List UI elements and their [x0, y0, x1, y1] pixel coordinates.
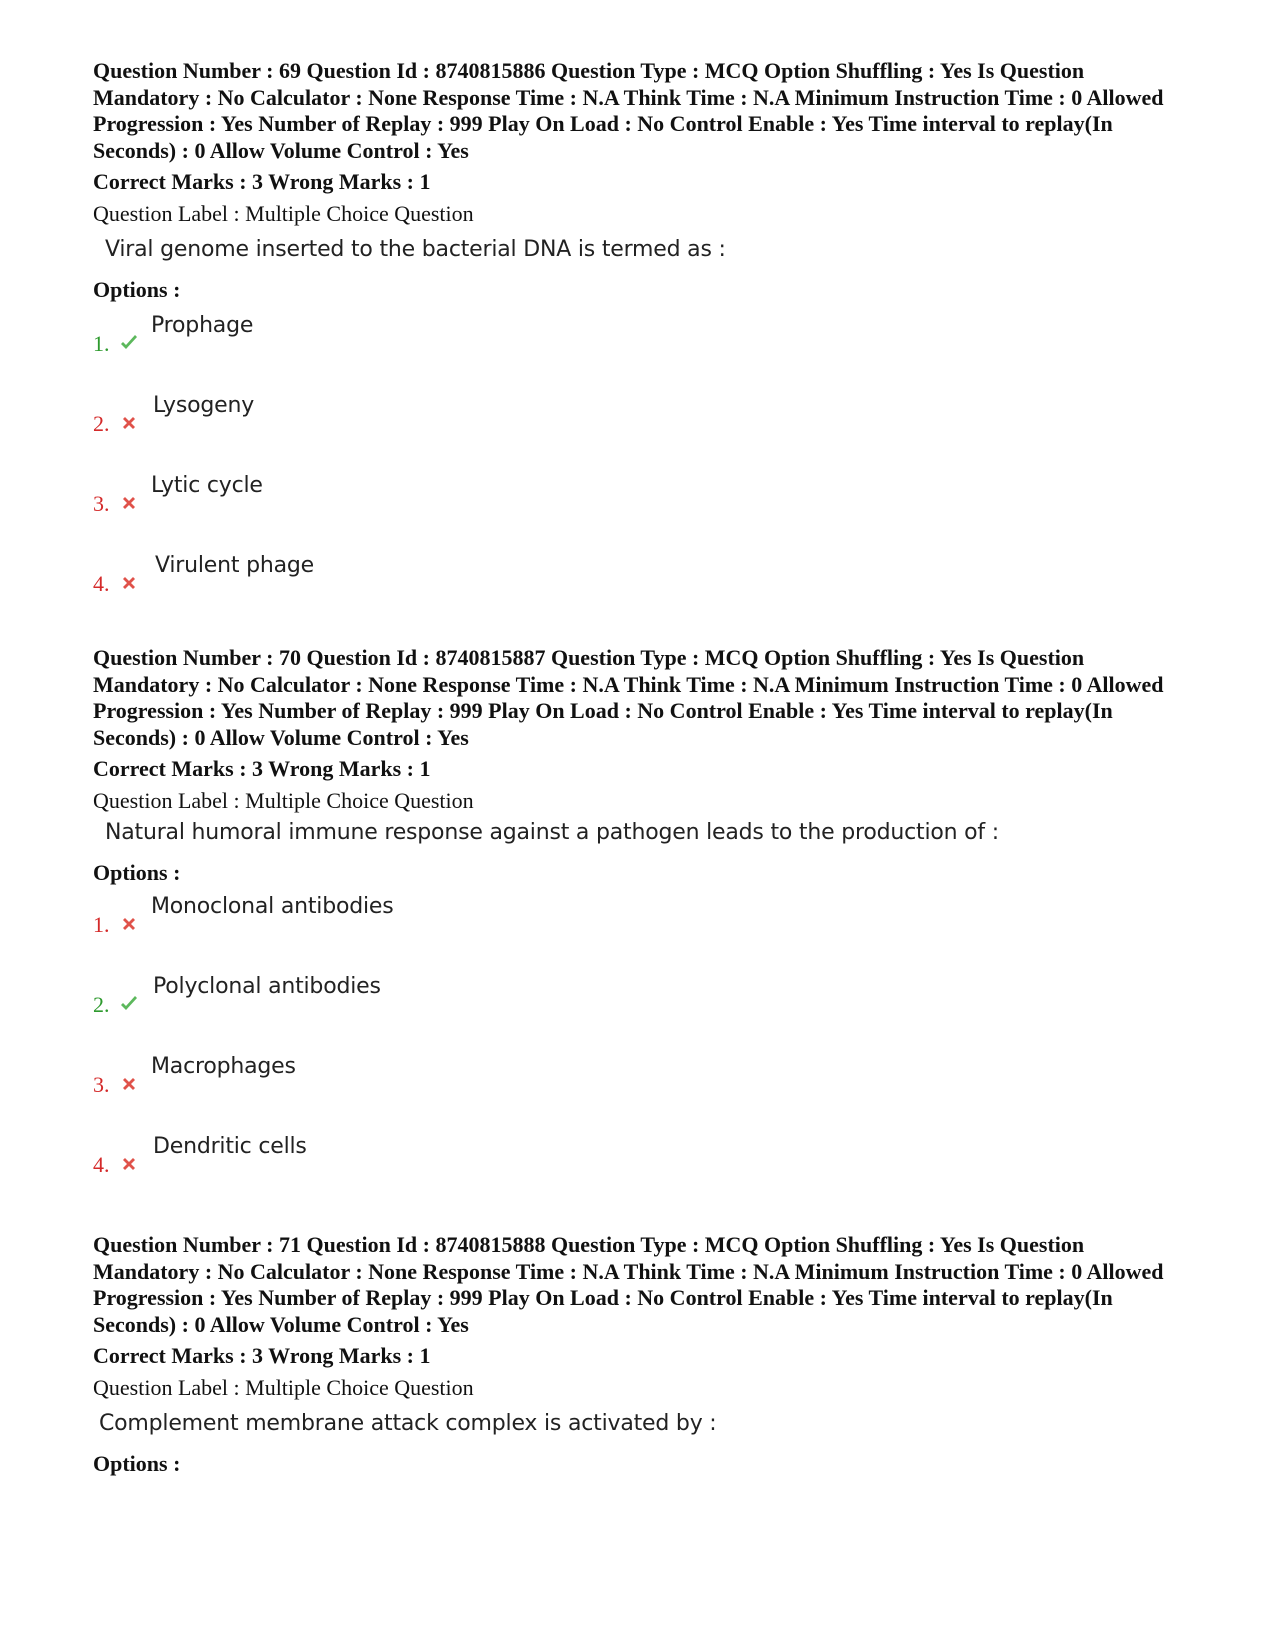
question-block-71 — [93, 1232, 1193, 1477]
question-label: Question Label : Multiple Choice Question — [93, 201, 474, 226]
cross-icon — [119, 1154, 139, 1174]
option-item — [93, 471, 1193, 551]
options-title: Options : — [93, 277, 181, 302]
option-text: Polyclonal antibodies — [153, 974, 381, 999]
check-icon — [119, 333, 139, 353]
option-item — [93, 1052, 1193, 1132]
question-meta: Question Number : 69 Question Id : 8740815886 Question Type : MCQ Option Shuffling : Yes Is Question Mandatory : No Calculator : None Response Time : N.A Think Time : N.A Minimum Instruction Time : 0 Allowed Progression : Yes Number of Replay : 999 Play On Load : No Control Enable : Yes Time interval to replay(In Seconds) : 0 Allow Volume Control : Yes — [93, 58, 1164, 163]
question-marks: Correct Marks : 3 Wrong Marks : 1 — [93, 1343, 431, 1368]
option-number: 1. — [93, 331, 110, 356]
option-item — [93, 311, 1193, 391]
option-item — [93, 972, 1193, 1052]
question-text: Viral genome inserted to the bacterial DNA is termed as : — [105, 237, 726, 262]
cross-icon — [119, 413, 139, 433]
cross-icon — [119, 493, 139, 513]
cross-icon — [119, 573, 139, 593]
option-text: Prophage — [151, 313, 254, 338]
question-label: Question Label : Multiple Choice Question — [93, 1375, 474, 1400]
option-item — [93, 892, 1193, 972]
question-label: Question Label : Multiple Choice Question — [93, 788, 474, 813]
question-block-69 — [93, 58, 1193, 631]
question-meta: Question Number : 70 Question Id : 8740815887 Question Type : MCQ Option Shuffling : Yes Is Question Mandatory : No Calculator : None Response Time : N.A Think Time : N.A Minimum Instruction Time : 0 Allowed Progression : Yes Number of Replay : 999 Play On Load : No Control Enable : Yes Time interval to replay(In Seconds) : 0 Allow Volume Control : Yes — [93, 645, 1164, 750]
question-marks: Correct Marks : 3 Wrong Marks : 1 — [93, 169, 431, 194]
option-item — [93, 391, 1193, 471]
option-number: 2. — [93, 992, 110, 1017]
option-number: 3. — [93, 491, 110, 516]
option-number: 3. — [93, 1072, 110, 1097]
question-block-70 — [93, 645, 1193, 1212]
option-text: Lytic cycle — [151, 473, 263, 498]
option-number: 4. — [93, 1152, 110, 1177]
question-marks: Correct Marks : 3 Wrong Marks : 1 — [93, 756, 431, 781]
option-text: Lysogeny — [153, 393, 255, 418]
check-icon — [119, 994, 139, 1014]
option-item — [93, 1132, 1193, 1212]
option-text: Macrophages — [151, 1054, 296, 1079]
option-text: Dendritic cells — [153, 1134, 307, 1159]
options-title: Options : — [93, 1451, 181, 1476]
question-meta: Question Number : 71 Question Id : 8740815888 Question Type : MCQ Option Shuffling : Yes Is Question Mandatory : No Calculator : None Response Time : N.A Think Time : N.A Minimum Instruction Time : 0 Allowed Progression : Yes Number of Replay : 999 Play On Load : No Control Enable : Yes Time interval to replay(In Seconds) : 0 Allow Volume Control : Yes — [93, 1232, 1164, 1337]
option-text: Monoclonal antibodies — [151, 894, 394, 919]
cross-icon — [119, 1074, 139, 1094]
option-item — [93, 551, 1193, 631]
question-text: Complement membrane attack complex is activated by : — [99, 1411, 717, 1436]
question-text: Natural humoral immune response against a pathogen leads to the production of : — [105, 820, 999, 845]
option-number: 4. — [93, 571, 110, 596]
option-number: 1. — [93, 912, 110, 937]
options-title: Options : — [93, 860, 181, 885]
option-text: Virulent phage — [155, 553, 314, 578]
cross-icon — [119, 914, 139, 934]
option-number: 2. — [93, 411, 110, 436]
